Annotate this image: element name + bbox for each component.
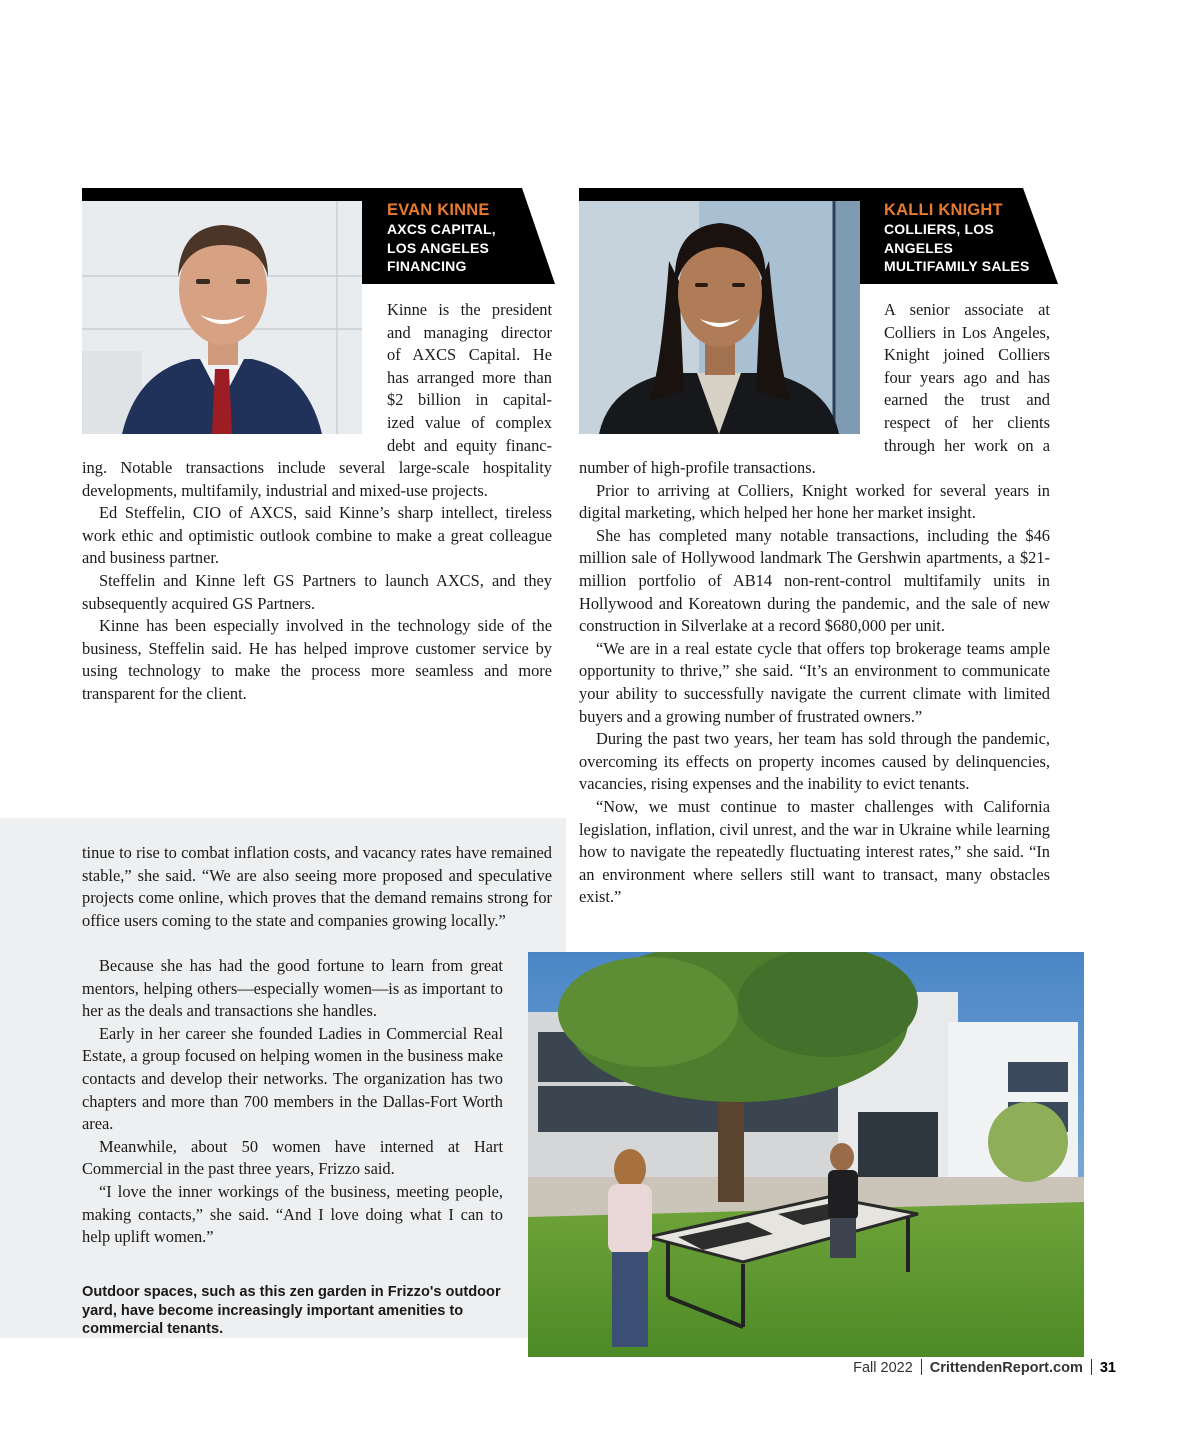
intro-line: Knight joined Colliers — [884, 345, 1050, 365]
page-number: 31 — [1099, 1360, 1116, 1376]
intro-line: Kinne is the president — [387, 300, 552, 319]
body-paragraph: Steffelin and Kinne left GS Partners to launch AXCS, and they subsequently acquired GS Partners. — [82, 570, 552, 613]
body-paragraph: Because she has had the good fortune to learn from great mentors, helping others—especially women—is as important to her as the deals and transactions she handles. — [82, 956, 503, 1021]
profile-intro-kinne — [387, 299, 552, 457]
profile-name: KALLI KNIGHT — [884, 201, 1003, 219]
garden-photo — [528, 952, 1084, 1357]
body-paragraph: “I love the inner workings of the business, meeting people, making contacts,” she said. “And I love doing what I can to help uplift women.” — [82, 1181, 503, 1247]
profile-role: MULTIFAMILY SALES — [884, 258, 1030, 274]
body-paragraph: Early in her career she founded Ladies in Commercial Real Estate, a group focused on helping women in the business make contacts and develop their networks. The organization has two chapters and more than 700 members in the Dallas-Fort Worth area. — [82, 1023, 503, 1134]
profile-city: LOS ANGELES — [387, 239, 490, 256]
profile-body-kinne — [82, 457, 552, 706]
intro-line: debt and equity financ- — [387, 435, 552, 455]
body-paragraph: During the past two years, her team has sold through the pandemic, overcoming its effects on property incomes caused by delinquencies, vacancies, rising expenses and the inability to evict tenants. — [579, 729, 1050, 794]
intro-line: respect of her clients — [884, 412, 1050, 432]
body-paragraph: tinue to rise to combat inflation costs, and vacancy rates have remained stable,” she said. “We are also seeing more proposed and speculative projects come online, which proves that the demand remains strong for office users coming to the state and companies growing locally.” — [82, 843, 552, 930]
intro-line: $2 billion in capital- — [387, 390, 552, 410]
body-paragraph: She has completed many notable transactions, including the $46 million sale of Hollywood landmark The Gershwin apartments, a $21-million portfolio of AB14 non-rent-control multifamily units in Hollywood and Koreatown during the pandemic, and the sale of new construction in Silverlake at a record $680,000 per unit. — [579, 525, 1050, 636]
intro-line: four years ago and has — [884, 367, 1050, 387]
profile-intro-knight — [884, 299, 1050, 457]
portrait-kalli-knight — [579, 201, 860, 434]
intro-line: earned the trust and — [884, 390, 1050, 410]
intro-line: ized value of complex — [387, 412, 552, 432]
intro-line: A senior associate at — [884, 300, 1050, 319]
continued-body — [82, 955, 503, 1249]
profile-body-knight — [579, 457, 1050, 909]
body-paragraph: Meanwhile, about 50 women have interned at Hart Commercial in the past three years, Frizzo said. — [82, 1136, 503, 1179]
body-paragraph: “Now, we must continue to master challenges with California legislation, inflation, civil unrest, and the war in Ukraine while learning how to navigate the repeatedly fluctuating interest rates,” she said. “In an environment where sellers still want to transact, many obstacles exist.” — [579, 796, 1050, 907]
body-paragraph: ing. Notable transactions include several large-scale hospitality developments, multifamily, industrial and mixed-use projects. — [82, 458, 552, 500]
profile-company: AXCS CAPITAL, — [387, 221, 496, 237]
photo-caption: Outdoor spaces, such as this zen garden in Frizzo's outdoor yard, have become increasingly important amenities to commercial tenants. — [82, 1284, 501, 1337]
profile-tag-knight — [884, 200, 1052, 276]
footer-divider — [1091, 1359, 1092, 1375]
footer-site: CrittendenReport.com — [929, 1360, 1083, 1376]
continued-top-paragraph — [82, 842, 552, 932]
intro-line: Colliers in Los Angeles, — [884, 322, 1050, 342]
intro-line: through her work on a — [884, 435, 1050, 455]
intro-line: and managing director — [387, 322, 552, 342]
portrait-evan-kinne — [82, 201, 362, 434]
body-paragraph: Kinne has been especially involved in the technology side of the business, Steffelin said. He has helped improve customer service by using technology to make the process more seamless and more transparent for the client. — [82, 616, 552, 703]
intro-line: of AXCS Capital. He — [387, 345, 552, 365]
profile-city: ANGELES — [884, 239, 954, 256]
profile-role: FINANCING — [387, 258, 467, 274]
body-paragraph: “We are in a real estate cycle that offers top brokerage teams ample opportunity to thrive,” she said. “It’s an environment to communicate your ability to successfully navigate the current climate with limited buyers and a growing number of frustrated owners.” — [579, 638, 1050, 726]
body-paragraph: number of high-profile transactions. — [579, 458, 816, 477]
profile-company: COLLIERS, LOS — [884, 221, 994, 237]
body-paragraph: Ed Steffelin, CIO of AXCS, said Kinne’s sharp intellect, tireless work ethic and optimistic outlook combine to make a great colleague and business partner. — [82, 503, 552, 568]
footer-divider — [921, 1359, 922, 1375]
profile-name: EVAN KINNE — [387, 201, 490, 219]
profile-tag-kinne — [387, 200, 547, 276]
footer-season: Fall 2022 — [853, 1360, 913, 1376]
intro-line: has arranged more than — [387, 367, 552, 387]
body-paragraph: Prior to arriving at Colliers, Knight worked for several years in digital marketing, which helped her hone her market insight. — [579, 480, 1050, 523]
page-footer — [853, 1359, 1116, 1376]
